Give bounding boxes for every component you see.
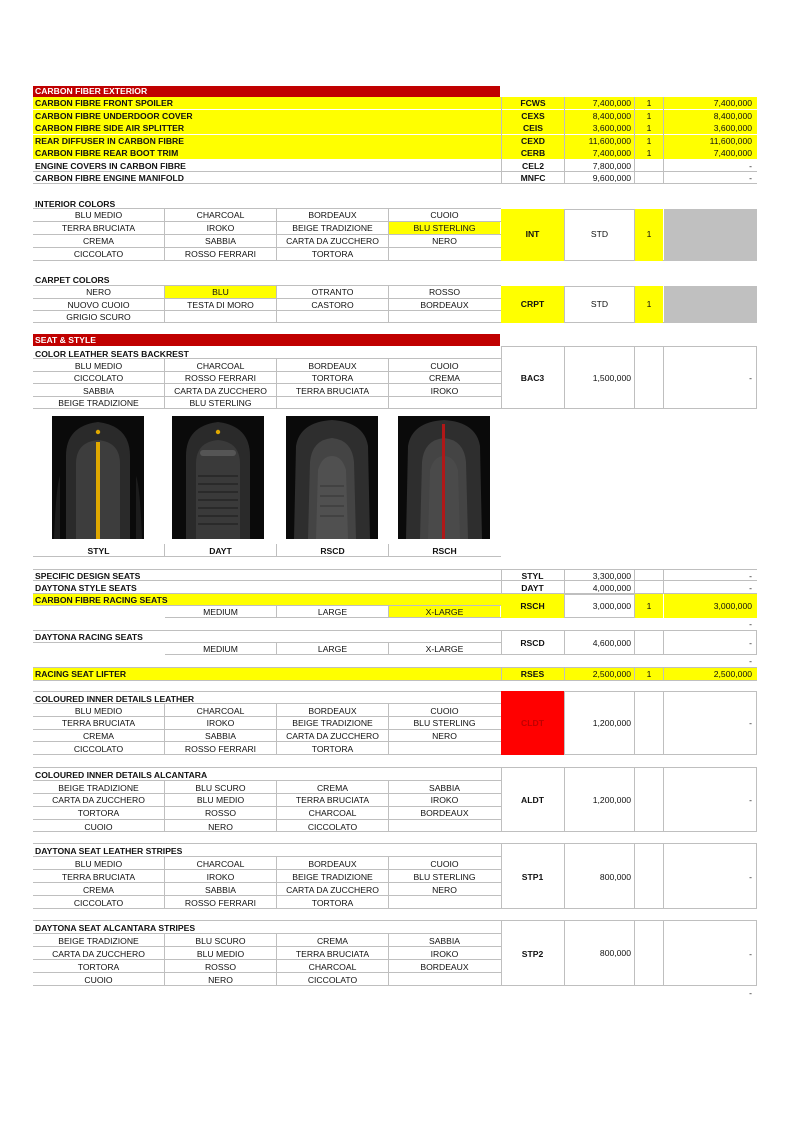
color-option[interactable]: BORDEAUX xyxy=(420,300,469,310)
item-qty: 1 xyxy=(646,136,652,146)
item-total: 3,000,000 xyxy=(713,601,752,611)
color-option[interactable]: BLU STERLING xyxy=(413,718,476,728)
grid-line xyxy=(33,384,501,397)
grid-line xyxy=(33,286,501,299)
grid-line xyxy=(564,569,565,594)
grid-line xyxy=(634,346,635,409)
color-option[interactable]: TORTORA xyxy=(311,373,354,383)
carpet-colors-title: CARPET COLORS xyxy=(35,275,110,285)
color-option[interactable]: SABBIA xyxy=(204,236,237,246)
grid-line xyxy=(33,717,501,730)
item-price: 3,300,000 xyxy=(592,571,631,581)
grid-line xyxy=(388,857,389,909)
grid-line xyxy=(388,704,389,755)
dash-mark: - xyxy=(749,656,752,666)
item-qty: 1 xyxy=(646,111,652,121)
grid-line xyxy=(388,781,389,832)
item-price: 1,500,000 xyxy=(592,373,631,383)
color-option[interactable]: SABBIA xyxy=(428,783,461,793)
color-option[interactable]: BLU MEDIO xyxy=(74,361,123,371)
item-price: 800,000 xyxy=(599,872,631,882)
item-total: - xyxy=(749,718,752,728)
item-code: RSCD xyxy=(520,638,545,648)
color-option[interactable]: NERO xyxy=(432,885,457,895)
color-option[interactable]: CASTORO xyxy=(311,300,354,310)
grid-line xyxy=(276,781,277,832)
color-option[interactable]: BLU MEDIO xyxy=(74,706,123,716)
item-qty: 1 xyxy=(646,148,652,158)
color-option[interactable]: CREMA xyxy=(428,373,461,383)
item-total: - xyxy=(749,583,752,593)
color-option[interactable]: BLU STERLING xyxy=(189,398,252,408)
grid-line xyxy=(564,97,565,184)
color-option[interactable]: TORTORA xyxy=(77,962,120,972)
grid-line xyxy=(33,857,501,870)
item-name: CARBON FIBRE REAR BOOT TRIM xyxy=(35,148,179,158)
seat-image-label: STYL xyxy=(87,546,110,556)
section-rule xyxy=(33,346,501,359)
color-option[interactable]: ROSSO xyxy=(428,287,461,297)
interior-colors-title: INTERIOR COLORS xyxy=(35,199,116,209)
item-price: 3,000,000 xyxy=(592,601,631,611)
color-option[interactable]: CUOIO xyxy=(84,822,113,832)
item-code: RSES xyxy=(520,669,545,679)
color-option[interactable]: BLU MEDIO xyxy=(196,949,245,959)
carbon-exterior-header: CARBON FIBER EXTERIOR xyxy=(33,86,500,97)
color-option[interactable]: TORTORA xyxy=(311,249,354,259)
color-option[interactable]: BEIGE TRADIZIONE xyxy=(292,718,373,728)
item-name: CARBON FIBRE FRONT SPOILER xyxy=(35,98,173,108)
color-option[interactable]: BEIGE TRADIZIONE xyxy=(292,223,373,233)
item-total: 11,600,000 xyxy=(709,136,752,146)
color-option[interactable]: ROSSO FERRARI xyxy=(184,898,257,908)
item-name: REAR DIFFUSER IN CARBON FIBRE xyxy=(35,136,184,146)
section-title: DAYTONA SEAT LEATHER STRIPES xyxy=(35,846,183,856)
color-option[interactable]: NUOVO CUOIO xyxy=(67,300,130,310)
color-option[interactable]: BORDEAUX xyxy=(420,962,469,972)
item-qty: 1 xyxy=(646,229,652,239)
seat-image-label: RSCD xyxy=(320,546,345,556)
item-name: CARBON FIBRE RACING SEATS xyxy=(35,595,168,605)
color-option[interactable]: TERRA BRUCIATA xyxy=(295,795,370,805)
color-option[interactable]: CHARCOAL xyxy=(196,361,245,371)
item-code: CEL2 xyxy=(522,161,544,171)
color-option[interactable]: ROSSO xyxy=(204,808,237,818)
seat-image-styl[interactable] xyxy=(52,416,144,539)
color-option[interactable]: TERRA BRUCIATA xyxy=(61,718,136,728)
grid-line xyxy=(634,97,635,184)
item-code: CEXS xyxy=(521,111,545,121)
grid-line xyxy=(33,594,501,606)
color-option[interactable]: TORTORA xyxy=(311,898,354,908)
item-total: - xyxy=(749,161,752,171)
item-price: 1,200,000 xyxy=(592,795,631,805)
item-total: - xyxy=(749,638,752,648)
item-qty: 1 xyxy=(646,669,652,679)
item-code: CRPT xyxy=(520,299,545,309)
color-option[interactable]: CARTA DA ZUCCHERO xyxy=(286,236,379,246)
item-price: 800,000 xyxy=(599,948,631,958)
item-name: ENGINE COVERS IN CARBON FIBRE xyxy=(35,161,186,171)
color-option[interactable]: BLU MEDIO xyxy=(74,859,123,869)
item-name: RACING SEAT LIFTER xyxy=(35,669,127,679)
item-total: 8,400,000 xyxy=(713,111,752,121)
color-option[interactable]: BLU SCURO xyxy=(195,936,246,946)
color-option[interactable]: ROSSO FERRARI xyxy=(184,744,257,754)
color-option[interactable]: TORTORA xyxy=(77,808,120,818)
color-option[interactable]: CHARCOAL xyxy=(196,859,245,869)
grid-line xyxy=(164,359,165,409)
color-option[interactable]: CHARCOAL xyxy=(308,962,357,972)
color-option[interactable]: CICCOLATO xyxy=(73,373,124,383)
color-option[interactable]: TESTA DI MORO xyxy=(187,300,254,310)
grid-line xyxy=(164,704,165,755)
color-option[interactable]: GRIGIO SCURO xyxy=(66,312,131,322)
item-name: CARBON FIBRE UNDERDOOR COVER xyxy=(35,111,193,121)
color-option[interactable]: CUOIO xyxy=(84,975,113,985)
item-code: STP1 xyxy=(521,872,544,882)
item-price: 9,600,000 xyxy=(592,173,631,183)
grid-line xyxy=(33,960,501,973)
color-option[interactable]: CREMA xyxy=(82,236,115,246)
grid-line xyxy=(33,781,501,794)
grid-line xyxy=(663,97,664,184)
grid-line xyxy=(33,730,501,742)
color-option[interactable]: TERRA BRUCIATA xyxy=(295,949,370,959)
color-option[interactable]: BLU MEDIO xyxy=(196,795,245,805)
color-option[interactable]: SABBIA xyxy=(428,936,461,946)
item-price: 7,400,000 xyxy=(592,98,631,108)
grid-line xyxy=(634,569,635,594)
color-option[interactable]: NERO xyxy=(208,975,233,985)
color-option[interactable]: BORDEAUX xyxy=(308,210,357,220)
grid-line xyxy=(634,843,635,909)
color-option[interactable]: BLU STERLING xyxy=(413,872,476,882)
size-option[interactable]: X-LARGE xyxy=(425,644,464,654)
color-option[interactable]: CICCOLATO xyxy=(307,822,358,832)
grid-line xyxy=(634,920,635,986)
color-option[interactable]: IROKO xyxy=(430,949,459,959)
table-row xyxy=(33,569,757,581)
color-option[interactable]: CARTA DA ZUCCHERO xyxy=(52,795,145,805)
table-row xyxy=(33,581,757,594)
color-option[interactable]: BEIGE TRADIZIONE xyxy=(58,936,139,946)
color-option[interactable]: CUOIO xyxy=(430,706,459,716)
color-option[interactable]: NERO xyxy=(208,822,233,832)
item-code: RSCH xyxy=(520,601,545,611)
color-option[interactable]: SABBIA xyxy=(204,885,237,895)
seat-image-rsch[interactable] xyxy=(398,416,490,539)
grid-line xyxy=(634,667,635,681)
backrest-title: COLOR LEATHER SEATS BACKREST xyxy=(35,349,189,359)
item-name: SPECIFIC DESIGN SEATS xyxy=(35,571,141,581)
grid-line xyxy=(663,569,664,594)
grid-line xyxy=(33,794,501,807)
grid-line xyxy=(388,359,389,409)
grid-line xyxy=(276,606,277,618)
grid-line xyxy=(276,934,277,986)
color-option[interactable]: ROSSO xyxy=(204,962,237,972)
color-option[interactable]: BEIGE TRADIZIONE xyxy=(58,783,139,793)
seat-image-dayt[interactable] xyxy=(172,416,264,539)
color-option[interactable]: CICCOLATO xyxy=(73,249,124,259)
color-option[interactable]: OTRANTO xyxy=(311,287,354,297)
item-code: STP2 xyxy=(521,949,544,959)
color-option[interactable]: CREMA xyxy=(82,731,115,741)
grid-line xyxy=(388,286,389,323)
item-price: 8,400,000 xyxy=(592,111,631,121)
item-code: CEIS xyxy=(522,123,544,133)
color-option[interactable]: CREMA xyxy=(316,936,349,946)
color-option[interactable]: CUOIO xyxy=(430,859,459,869)
grid-line xyxy=(388,934,389,986)
color-option[interactable]: TERRA BRUCIATA xyxy=(61,872,136,882)
color-option[interactable]: TERRA BRUCIATA xyxy=(61,223,136,233)
grid-line xyxy=(164,781,165,832)
grid-line xyxy=(276,286,277,323)
grid-line xyxy=(164,209,165,261)
item-total: 2,500,000 xyxy=(713,669,752,679)
color-option[interactable]: NERO xyxy=(86,287,111,297)
item-code: DAYT xyxy=(521,583,544,593)
color-option[interactable]: BORDEAUX xyxy=(308,361,357,371)
item-total: - xyxy=(749,795,752,805)
grid-line xyxy=(388,209,389,261)
color-option[interactable]: BLU SCURO xyxy=(195,783,246,793)
dash-mark: - xyxy=(749,619,752,629)
color-option[interactable]: IROKO xyxy=(206,872,235,882)
grid-line xyxy=(634,630,635,655)
color-option[interactable]: ROSSO FERRARI xyxy=(184,373,257,383)
grid-line xyxy=(276,359,277,409)
item-name: CARBON FIBRE SIDE AIR SPLITTER xyxy=(35,123,185,133)
item-price: 2,500,000 xyxy=(592,669,631,679)
color-option[interactable]: CARTA DA ZUCCHERO xyxy=(286,885,379,895)
grid-line xyxy=(33,209,501,222)
item-code: ALDT xyxy=(521,795,544,805)
color-option[interactable]: CICCOLATO xyxy=(307,975,358,985)
color-option[interactable]: CHARCOAL xyxy=(196,210,245,220)
grid-line xyxy=(165,606,501,618)
item-name: DAYTONA STYLE SEATS xyxy=(35,583,137,593)
grid-line xyxy=(33,807,501,820)
color-option[interactable]: IROKO xyxy=(206,223,235,233)
color-option[interactable]: CHARCOAL xyxy=(308,808,357,818)
seat-image-label: RSCH xyxy=(432,546,457,556)
color-option[interactable]: SABBIA xyxy=(82,386,115,396)
item-code: BAC3 xyxy=(520,373,545,383)
size-option[interactable]: LARGE xyxy=(317,607,348,617)
grid-line xyxy=(501,569,502,594)
item-code: CERB xyxy=(520,148,546,158)
dash-mark: - xyxy=(749,988,752,998)
item-price: 3,600,000 xyxy=(592,123,631,133)
item-qty: 1 xyxy=(646,601,652,611)
color-option[interactable]: ROSSO FERRARI xyxy=(184,249,257,259)
color-option[interactable]: BEIGE TRADIZIONE xyxy=(58,398,139,408)
item-qty: 1 xyxy=(646,299,652,309)
item-code: MNFC xyxy=(520,173,546,183)
grid-line xyxy=(33,704,501,717)
color-option[interactable]: SABBIA xyxy=(204,731,237,741)
grid-line xyxy=(33,947,501,960)
grid-line xyxy=(276,704,277,755)
seat-image-label: DAYT xyxy=(209,546,232,556)
grid-line xyxy=(634,767,635,832)
grid-line xyxy=(33,359,501,372)
color-option[interactable]: CUOIO xyxy=(430,361,459,371)
item-total: 3,600,000 xyxy=(713,123,752,133)
item-price: 7,800,000 xyxy=(592,161,631,171)
color-option[interactable]: CARTA DA ZUCCHERO xyxy=(174,386,267,396)
color-option[interactable]: CARTA DA ZUCCHERO xyxy=(52,949,145,959)
color-option[interactable]: BLU MEDIO xyxy=(74,210,123,220)
color-option-selected[interactable]: BLU xyxy=(212,287,229,297)
color-option[interactable]: CREMA xyxy=(316,783,349,793)
grid-line xyxy=(164,934,165,986)
item-code: STYL xyxy=(521,571,544,581)
item-total: - xyxy=(749,872,752,882)
item-code: INT xyxy=(525,229,540,239)
color-option[interactable]: NERO xyxy=(432,731,457,741)
grid-line xyxy=(564,667,565,681)
total-cell xyxy=(664,286,757,323)
section-title: COLOURED INNER DETAILS LEATHER xyxy=(35,694,195,704)
color-option[interactable]: BORDEAUX xyxy=(308,859,357,869)
item-total: - xyxy=(749,173,752,183)
item-qty: 1 xyxy=(646,123,652,133)
item-price: 4,600,000 xyxy=(592,638,631,648)
color-option[interactable]: CICCOLATO xyxy=(73,898,124,908)
grid-line xyxy=(164,286,165,323)
item-total: - xyxy=(749,571,752,581)
item-total: - xyxy=(749,373,752,383)
item-total: 7,400,000 xyxy=(713,148,752,158)
color-option[interactable]: CREMA xyxy=(82,885,115,895)
grid-line xyxy=(276,209,277,261)
grid-line xyxy=(33,299,501,311)
item-price: 11,600,000 xyxy=(588,136,631,146)
item-name: DAYTONA RACING SEATS xyxy=(35,632,143,642)
size-option-selected[interactable]: X-LARGE xyxy=(425,607,464,617)
item-price: STD xyxy=(590,299,609,309)
color-option[interactable]: CARTA DA ZUCCHERO xyxy=(286,731,379,741)
item-price: 7,400,000 xyxy=(592,148,631,158)
item-code: CLDT xyxy=(521,718,544,728)
item-total: - xyxy=(749,949,752,959)
color-option[interactable]: BEIGE TRADIZIONE xyxy=(292,872,373,882)
total-cell xyxy=(664,209,757,261)
item-total: 7,400,000 xyxy=(713,98,752,108)
color-option[interactable]: IROKO xyxy=(430,386,459,396)
section-rule xyxy=(33,196,501,209)
color-option[interactable]: BORDEAUX xyxy=(308,706,357,716)
grid-line xyxy=(634,691,635,755)
grid-line xyxy=(33,235,501,248)
grid-line xyxy=(33,870,501,883)
color-option[interactable]: TORTORA xyxy=(311,744,354,754)
section-rule xyxy=(33,273,501,286)
color-option[interactable]: CHARCOAL xyxy=(196,706,245,716)
color-option-selected[interactable]: BLU STERLING xyxy=(413,223,476,233)
grid-line xyxy=(501,667,502,681)
grid-line xyxy=(388,606,389,618)
size-option[interactable]: MEDIUM xyxy=(203,644,238,654)
seat-style-header: SEAT & STYLE xyxy=(33,334,500,346)
grid-line xyxy=(33,222,501,235)
item-qty: 1 xyxy=(646,98,652,108)
color-option[interactable]: IROKO xyxy=(430,795,459,805)
grid-line xyxy=(164,857,165,909)
item-code: CEXD xyxy=(521,136,545,146)
seat-image-rscd[interactable] xyxy=(286,416,378,539)
color-option[interactable]: TERRA BRUCIATA xyxy=(295,386,370,396)
item-code: FCWS xyxy=(520,98,546,108)
section-title: DAYTONA SEAT ALCANTARA STRIPES xyxy=(35,923,196,933)
item-price: 1,200,000 xyxy=(592,718,631,728)
grid-line xyxy=(33,883,501,896)
grid-line xyxy=(663,667,664,681)
grid-line xyxy=(33,372,501,384)
size-option[interactable]: MEDIUM xyxy=(203,607,238,617)
section-title: COLOURED INNER DETAILS ALCANTARA xyxy=(35,770,208,780)
color-option[interactable]: IROKO xyxy=(206,718,235,728)
size-option[interactable]: LARGE xyxy=(317,644,348,654)
grid-line xyxy=(276,857,277,909)
grid-line xyxy=(501,97,502,184)
color-option[interactable]: CICCOLATO xyxy=(73,744,124,754)
grid-line xyxy=(33,934,501,947)
color-option[interactable]: BORDEAUX xyxy=(420,808,469,818)
item-name: CARBON FIBRE ENGINE MANIFOLD xyxy=(35,173,184,183)
color-option[interactable]: NERO xyxy=(432,236,457,246)
color-option[interactable]: CUOIO xyxy=(430,210,459,220)
item-price: 4,000,000 xyxy=(592,583,631,593)
item-price: STD xyxy=(590,229,609,239)
